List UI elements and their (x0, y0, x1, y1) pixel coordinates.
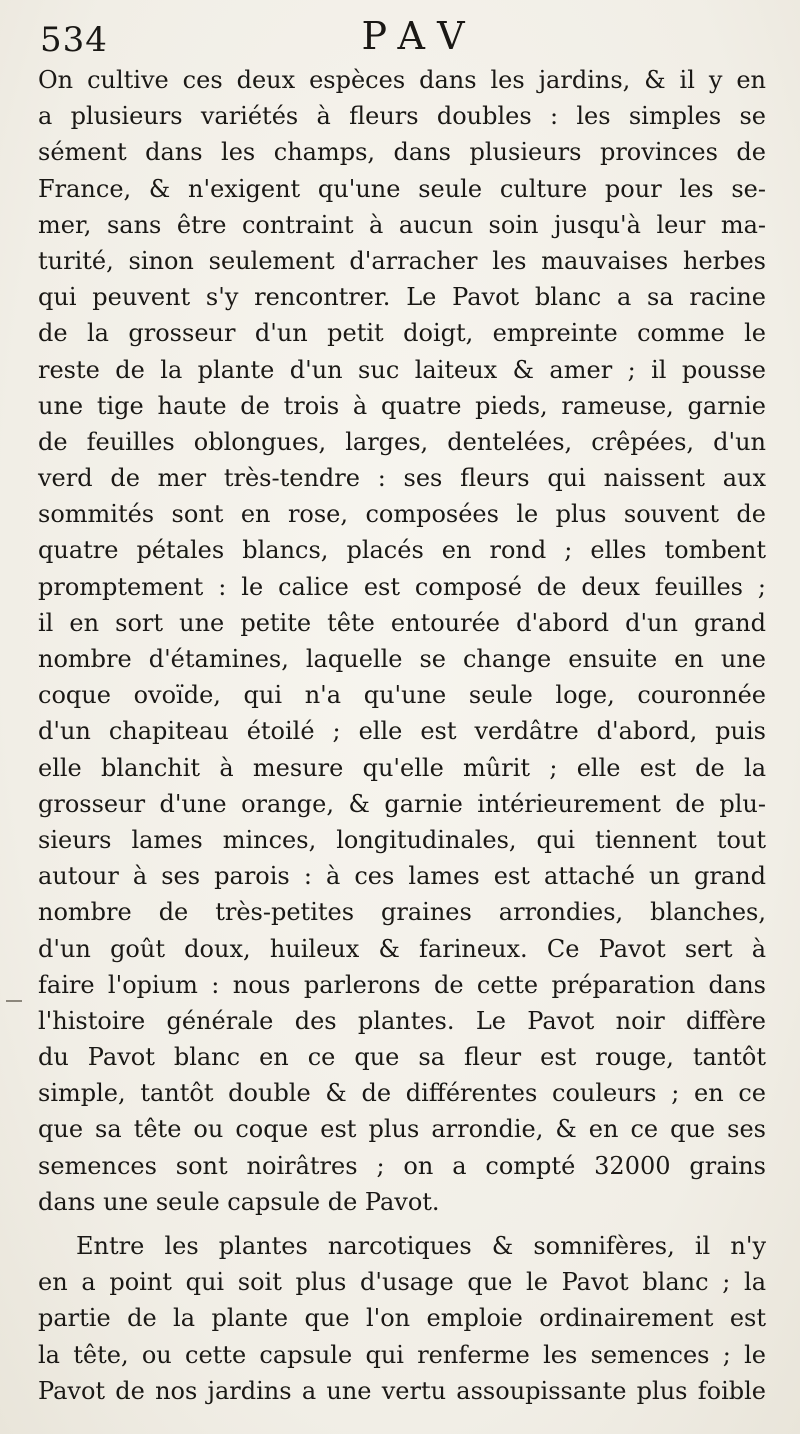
paragraph-gap (38, 1220, 766, 1228)
text-line: mer, sans être contraint à aucun soin jusqu'à leur ma- (38, 210, 766, 239)
margin-mark (6, 1000, 22, 1002)
page-number: 534 (40, 20, 108, 60)
text-line: a plusieurs variétés à fleurs doubles : les simples se (38, 102, 766, 131)
text-line: en a point qui soit plus d'usage que le Pavot blanc ; la (38, 1268, 766, 1297)
text-line: semences sont noirâtres ; on a compté 32000 grains (38, 1151, 766, 1180)
text-line: simple, tantôt double & de différentes couleurs ; en ce (38, 1079, 766, 1108)
text-line: qui peuvent s'y rencontrer. Le Pavot blanc a sa racine (38, 283, 766, 312)
text-line: que sa tête ou coque est plus arrondie, & en ce que ses (38, 1115, 766, 1144)
text-line: l'histoire générale des plantes. Le Pavot noir diffère (38, 1006, 766, 1035)
text-line: faire l'opium : nous parlerons de cette préparation dans (38, 970, 766, 999)
text-line: nombre de très-petites graines arrondies, blanches, (38, 898, 766, 927)
text-line: France, & n'exigent qu'une seule culture pour les se- (38, 174, 766, 203)
text-line: du Pavot blanc en ce que sa fleur est rouge, tantôt (38, 1043, 766, 1072)
text-line: sément dans les champs, dans plusieurs provinces de (38, 138, 766, 167)
text-line: grosseur d'une orange, & garnie intérieurement de plu- (38, 789, 766, 818)
text-line: il en sort une petite tête entourée d'abord d'un grand (38, 608, 766, 637)
text-line: sieurs lames minces, longitudinales, qui tiennent tout (38, 825, 766, 854)
text-line: dans une seule capsule de Pavot. (38, 1187, 440, 1216)
text-line: reste de la plante d'un suc laiteux & amer ; il pousse (38, 355, 766, 384)
text-line: de la grosseur d'un petit doigt, empreinte comme le (38, 319, 766, 348)
text-line: coque ovoïde, qui n'a qu'une seule loge, couronnée (38, 681, 766, 710)
text-line: promptement : le calice est composé de deux feuilles ; (38, 572, 766, 601)
text-line: une tige haute de trois à quatre pieds, rameuse, garnie (38, 391, 766, 420)
text-line: d'un chapiteau étoilé ; elle est verdâtre d'abord, puis (38, 717, 766, 746)
text-line: la tête, ou cette capsule qui renferme les semences ; le (38, 1340, 766, 1369)
text-line: partie de la plante que l'on emploie ordinairement est (38, 1304, 766, 1333)
text-line: nombre d'étamines, laquelle se change ensuite en une (38, 645, 766, 673)
text-line: d'un goût doux, huileux & farineux. Ce Pavot sert à (38, 934, 766, 963)
body-text (38, 62, 766, 1409)
text-line: autour à ses parois : à ces lames est attaché un grand (38, 862, 766, 891)
text-line: Entre les plantes narcotiques & somnifères, il n'y (76, 1232, 766, 1260)
paragraph-1 (38, 62, 766, 1220)
text-line: quatre pétales blancs, placés en rond ; elles tombent (38, 536, 766, 565)
text-line: elle blanchit à mesure qu'elle mûrit ; elle est de la (38, 753, 766, 782)
text-line: de feuilles oblongues, larges, dentelées, crêpées, d'un (38, 427, 766, 456)
text-line: sommités sont en rose, composées le plus souvent de (38, 500, 766, 529)
text-line: Pavot de nos jardins a une vertu assoupissante plus foible (38, 1376, 766, 1405)
text-line: turité, sinon seulement d'arracher les mauvaises herbes (38, 246, 766, 275)
text-line: On cultive ces deux espèces dans les jardins, & il y en (38, 66, 766, 94)
paragraph-2 (38, 1228, 766, 1409)
running-head: PAV (361, 14, 479, 58)
text-line: verd de mer très-tendre : ses fleurs qui naissent aux (38, 464, 766, 493)
page-header (34, 14, 766, 64)
